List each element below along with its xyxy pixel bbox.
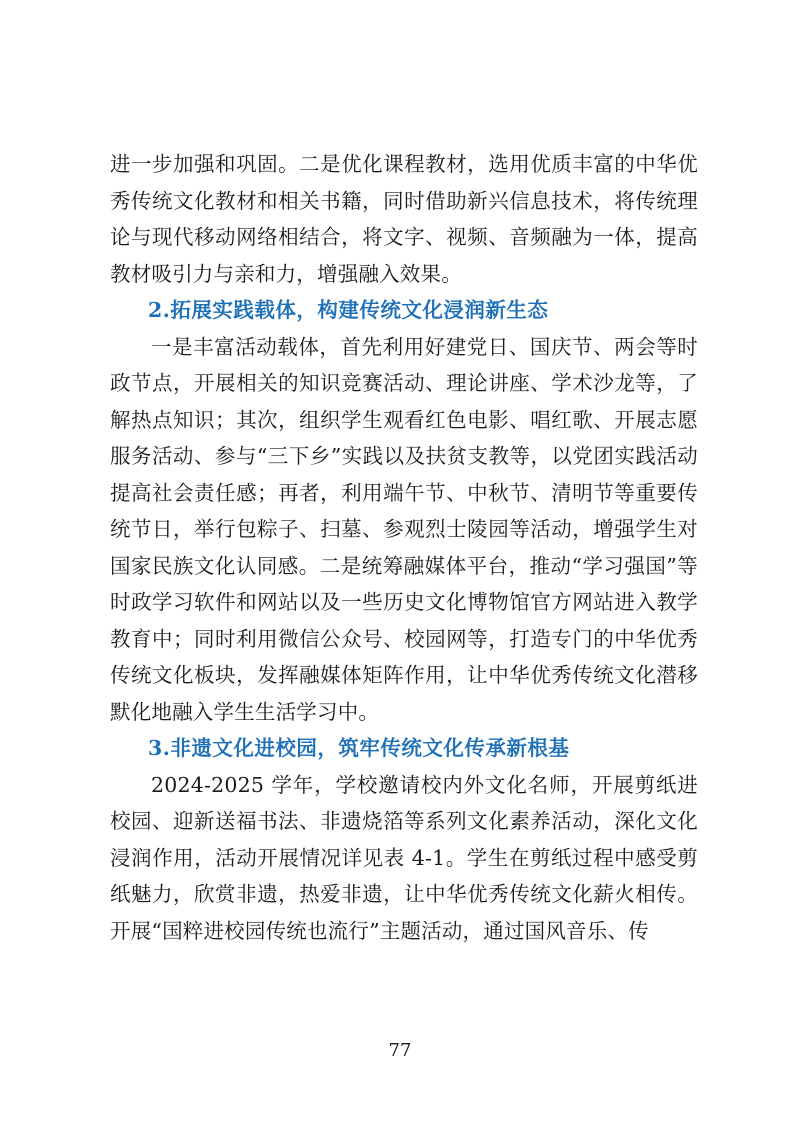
section-heading-3: 3.非遗文化进校园，筑牢传统文化传承新根基 <box>148 736 570 760</box>
section-heading-2: 2.拓展实践载体，构建传统文化浸润新生态 <box>148 298 549 322</box>
paragraph-1: 进一步加强和巩固。二是优化课程教材，选用优质丰富的中华优秀传统文化教材和相关书籍，同时借助新兴信息技术，将传统理论与现代移动网络相结合，将文字、视频、音频融为一体，提高教材吸引力与亲和力，增强融入效果。 <box>110 152 698 286</box>
paragraph-3: 2024-2025 学年，学校邀请校内外文化名师，开展剪纸进校园、迎新送福书法、非遗烧箔等系列文化素养活动，深化文化浸润作用，活动开展情况详见表 4-1。学生在剪纸过程中感受剪纸魅力，欣赏非遗，热爱非遗，让中华优秀传统文化薪火相传。开展“国粹进校园传统也流行”主题活动，通过国风音乐、传 <box>110 772 698 943</box>
paragraph-2: 一是丰富活动载体，首先利用好建党日、国庆节、两会等时政节点，开展相关的知识竞赛活动、理论讲座、学术沙龙等，了解热点知识；其次，组织学生观看红色电影、唱红歌、开展志愿服务活动、参与“三下乡”实践以及扶贫支教等，以党团实践活动提高社会责任感；再者，利用端午节、中秋节、清明节等重要传统节日，举行包粽子、扫墓、参观烈士陵园等活动，增强学生对国家民族文化认同感。二是统筹融媒体平台，推动“学习强国”等时政学习软件和网站以及一些历史文化博物馆官方网站进入教学教育中；同时利用微信公众号、校园网等，打造专门的中华优秀传统文化板块，发挥融媒体矩阵作用，让中华优秀传统文化潜移默化地融入学生生活学习中。 <box>110 334 698 724</box>
page-number: 77 <box>388 1040 412 1061</box>
document-body <box>110 146 698 949</box>
